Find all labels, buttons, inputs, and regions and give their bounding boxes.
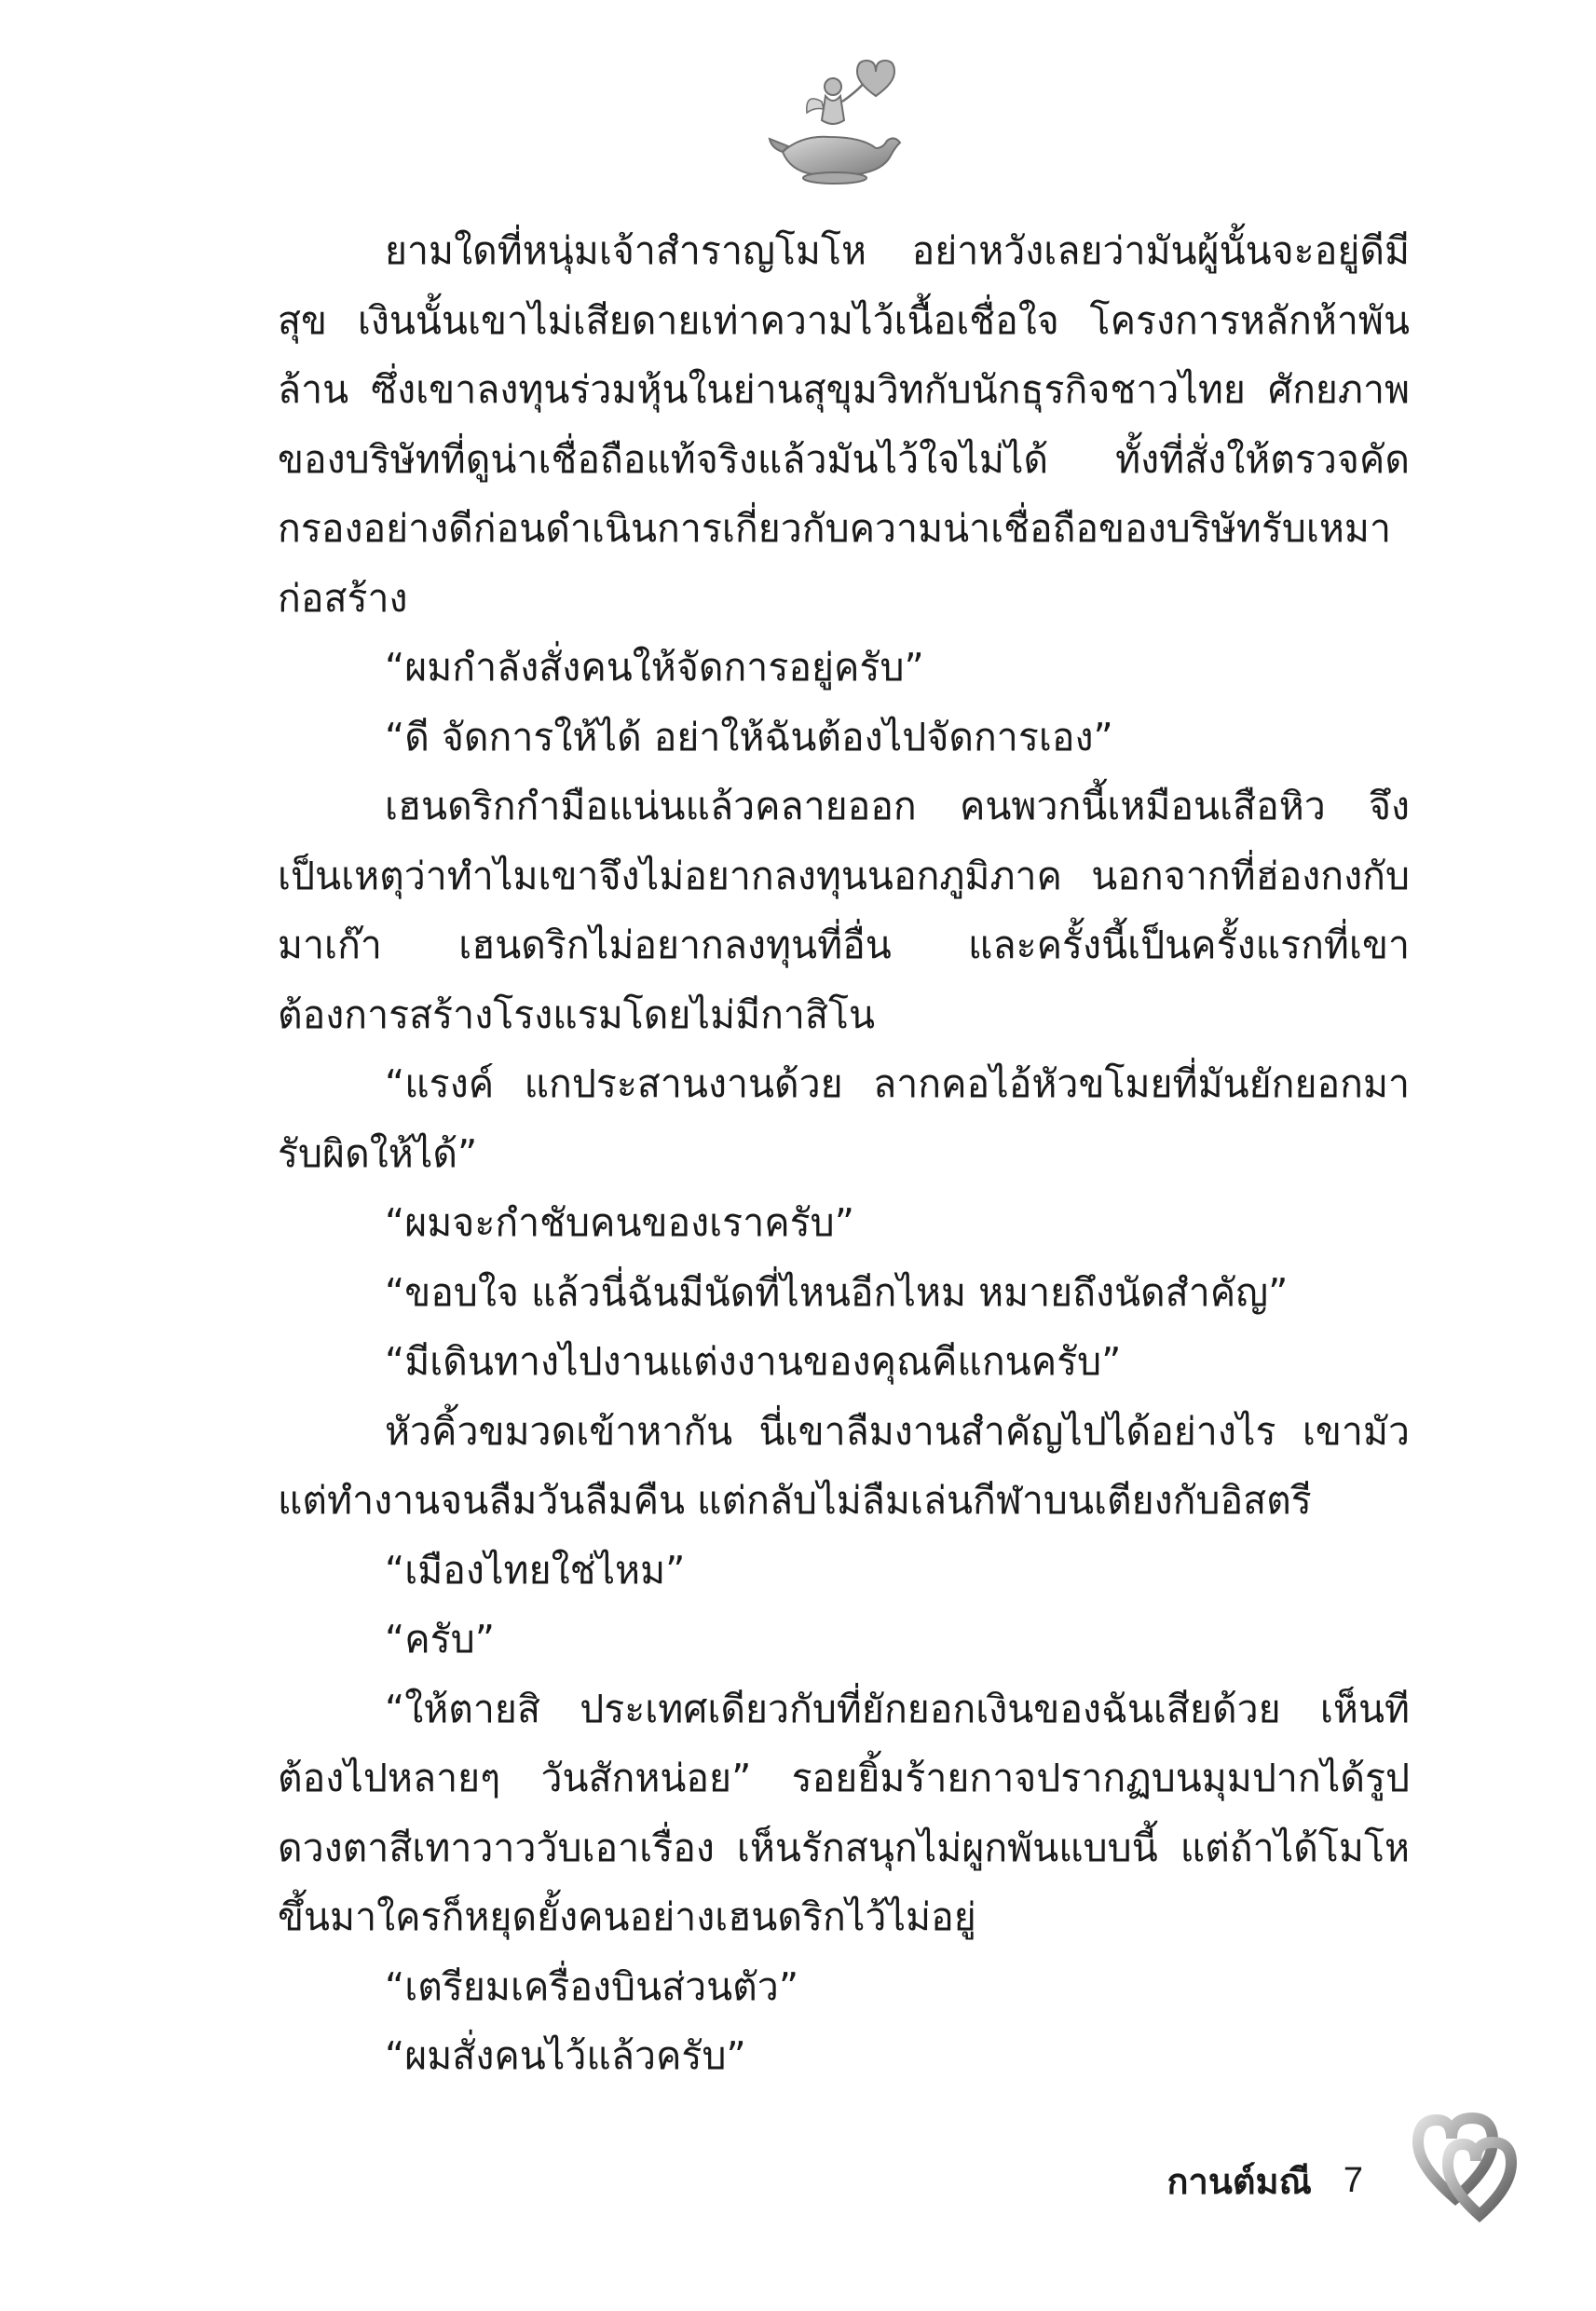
page-number: 7 — [1343, 2160, 1363, 2200]
body-text — [278, 216, 1410, 2091]
paragraph: “แรงค์ แกประสานงานด้วย ลากคอไอ้หัวขโมยที่มันยักยอกมารับผิดให้ได้” — [278, 1061, 1410, 1176]
paragraph: “ผมจะกำชับคนของเราครับ” — [385, 1200, 854, 1245]
paragraph: ยามใดที่หนุ่มเจ้าสำราญโมโห อย่าหวังเลยว่ามันผู้นั้นจะอยู่ดีมีสุข เงินนั้นเขาไม่เสียดายเท่าความไว้เนื้อเชื่อใจ โครงการหลักห้าพันล้าน ซึ่งเขาลงทุนร่วมหุ้นในย่านสุขุมวิทกับนักธุรกิจชาวไทย ศักยภาพของบริษัทที่ดูน่าเชื่อถือแท้จริงแล้วมันไว้ใจไม่ได้ ทั้งที่สั่งให้ตรวจคัดกรองอย่างดีก่อนดำเนินการเกี่ยวกับความน่าเชื่อถือของบริษัทรับเหมาก่อสร้าง — [278, 228, 1410, 621]
book-title: กานต์มณี — [1166, 2160, 1312, 2202]
paragraph: หัวคิ้วขมวดเข้าหากัน นี่เขาลืมงานสำคัญไปได้อย่างไร เขามัวแต่ทำงานจนลืมวันลืมคืน แต่กลับไม่ลืมเล่นกีฬาบนเตียงกับอิสตรี — [278, 1408, 1410, 1523]
paragraph: “ครับ” — [385, 1617, 495, 1661]
paragraph: “เมืองไทยใช่ไหม” — [385, 1547, 686, 1593]
intertwined-hearts-ornament-icon — [1398, 2101, 1528, 2232]
paragraph: “ผมสั่งคนไว้แล้วครับ” — [385, 2033, 746, 2078]
paragraph: “ขอบใจ แล้วนี่ฉันมีนัดที่ไหนอีกไหม หมายถึงนัดสำคัญ” — [385, 1269, 1289, 1315]
paragraph: “ผมกำลังสั่งคนให้จัดการอยู่ครับ” — [385, 645, 924, 690]
cupid-teapot-ornament-icon — [764, 51, 913, 191]
page-footer — [1167, 2153, 1363, 2208]
paragraph: “มีเดินทางไปงานแต่งงานของคุณคีแกนครับ” — [385, 1339, 1122, 1384]
paragraph: “เตรียมเครื่องบินส่วนตัว” — [385, 1963, 799, 2009]
paragraph: “ดี จัดการให้ได้ อย่าให้ฉันต้องไปจัดการเอง” — [385, 714, 1113, 759]
paragraph: “ให้ตายสิ ประเทศเดียวกับที่ยักยอกเงินของฉันเสียด้วย เห็นทีต้องไปหลายๆ วันสักหน่อย” รอยยิ้มร้ายกาจปรากฏบนมุมปากได้รูป ดวงตาสีเทาวาววับเอาเรื่อง เห็นรักสนุกไม่ผูกพันแบบนี้ แต่ถ้าได้โมโหขึ้นมาใครก็หยุดยั้งคนอย่างเฮนดริกไว้ไม่อยู่ — [278, 1686, 1410, 1939]
paragraph: เฮนดริกกำมือแน่นแล้วคลายออก คนพวกนี้เหมือนเสือหิว จึงเป็นเหตุว่าทำไมเขาจึงไม่อยากลงทุนนอกภูมิภาค นอกจากที่ฮ่องกงกับมาเก๊า เฮนดริกไม่อยากลงทุนที่อื่น และครั้งนี้เป็นครั้งแรกที่เขาต้องการสร้างโรงแรมโดยไม่มีกาสิโน — [278, 784, 1410, 1037]
